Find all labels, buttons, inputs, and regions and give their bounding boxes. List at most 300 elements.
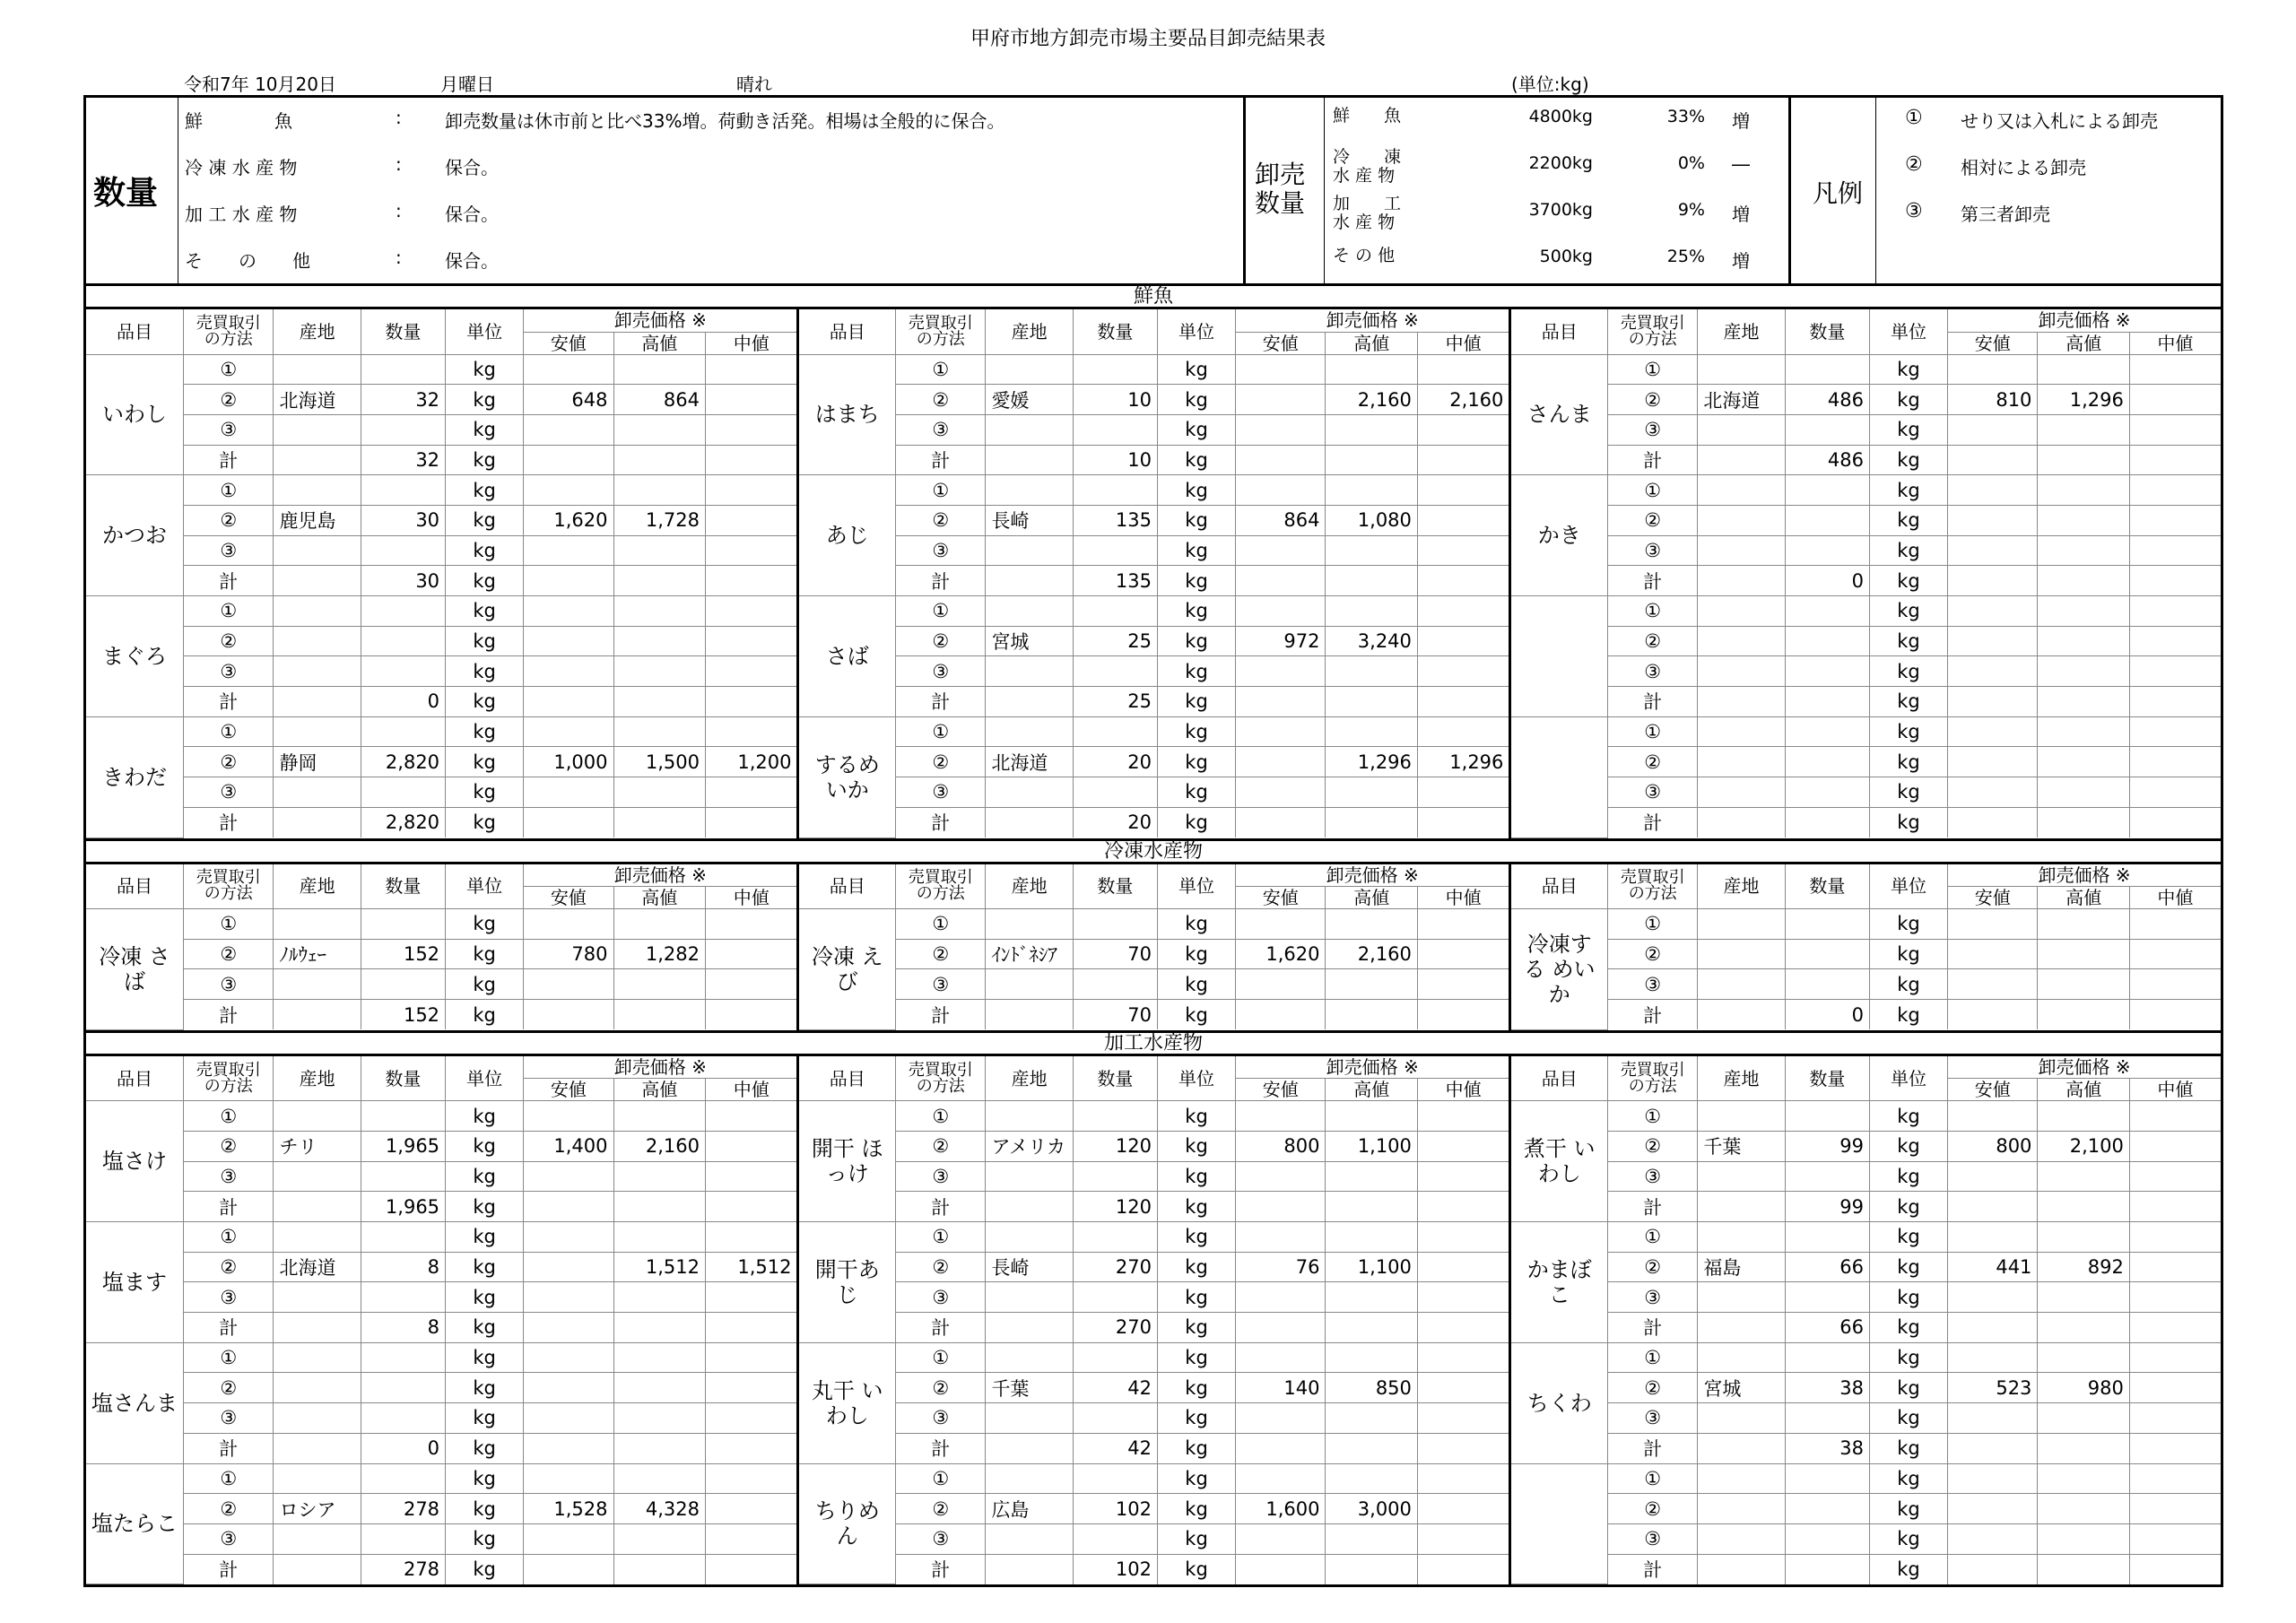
price-high-cell <box>1326 1101 1417 1132</box>
table-row <box>86 747 2221 777</box>
qty-percent: 33% <box>1666 107 1705 126</box>
unit-cell: kg <box>1158 475 1236 506</box>
price-mid-cell <box>1417 1131 1510 1161</box>
method-mark: ③ <box>896 1523 986 1554</box>
unit-cell: kg <box>1869 385 1947 415</box>
item-name: 塩たらこ <box>86 1463 184 1584</box>
total-qty-cell: 25 <box>1073 687 1157 717</box>
price-mid-cell <box>2129 414 2221 445</box>
table-row <box>86 1373 2221 1403</box>
price-low-cell <box>1236 1554 1326 1584</box>
unit-cell: kg <box>446 687 524 717</box>
price-low-cell <box>1236 1101 1326 1132</box>
qty-trend: ― <box>1732 153 1750 175</box>
price-high-cell: 1,282 <box>613 939 705 969</box>
price-mid-cell <box>1417 1192 1510 1222</box>
origin-cell: ｲﾝﾄﾞﾈｼｱ <box>986 939 1073 969</box>
unit-cell: kg <box>1158 1101 1236 1132</box>
price-mid-cell <box>705 1282 798 1313</box>
price-mid-cell <box>2129 909 2221 940</box>
method-mark: ② <box>184 385 274 415</box>
price-high-cell <box>1326 566 1417 596</box>
total-qty-cell: 38 <box>1785 1433 1869 1463</box>
price-low-cell <box>1236 777 1326 808</box>
results-table <box>86 864 2221 1030</box>
price-low-cell <box>524 1313 613 1343</box>
method-mark: ③ <box>184 1523 274 1554</box>
col-header-method: 売買取引 の方法 <box>896 1056 986 1101</box>
col-header-qty: 数量 <box>1785 864 1869 909</box>
price-mid-cell <box>2129 687 2221 717</box>
unit-cell: kg <box>1869 1554 1947 1584</box>
results-table <box>86 309 2221 838</box>
col-header-price: 卸売価格 ※ <box>524 309 798 332</box>
unit-cell: kg <box>446 807 524 838</box>
price-low-cell <box>524 1523 613 1554</box>
summary-panel <box>86 98 2221 286</box>
price-low-cell <box>1948 1403 2038 1434</box>
origin-cell <box>274 1101 361 1132</box>
origin-cell: チリ <box>274 1131 361 1161</box>
method-mark: ② <box>184 505 274 535</box>
legend-mark: ② <box>1905 153 1923 176</box>
method-mark: ② <box>896 505 986 535</box>
origin-cell <box>1698 1342 1785 1373</box>
price-low-cell <box>1236 1403 1326 1434</box>
price-mid-cell <box>2129 596 2221 627</box>
unit-cell: kg <box>1869 1463 1947 1494</box>
price-high-cell <box>613 1523 705 1554</box>
item-name: まぐろ <box>86 596 184 717</box>
col-header-high: 高値 <box>1326 1079 1417 1101</box>
price-high-cell: 1,100 <box>1326 1131 1417 1161</box>
col-header-price: 卸売価格 ※ <box>1236 1056 1510 1079</box>
total-qty-cell: 0 <box>361 1433 445 1463</box>
unit-cell: kg <box>1158 1192 1236 1222</box>
price-mid-cell <box>2129 354 2221 385</box>
unit-cell: kg <box>446 1373 524 1403</box>
qty-cell <box>1785 656 1869 687</box>
legend-mark: ① <box>1905 107 1923 129</box>
price-low-cell <box>1236 1313 1326 1343</box>
price-low-cell <box>524 656 613 687</box>
qty-cell <box>1785 596 1869 627</box>
method-mark: ① <box>896 475 986 506</box>
unit-cell: kg <box>446 656 524 687</box>
price-high-cell <box>1326 969 1417 1000</box>
origin-cell: 長崎 <box>986 505 1073 535</box>
unit-cell: kg <box>446 1403 524 1434</box>
report-date: 令和7年 10月20日 <box>184 74 336 95</box>
total-qty-cell: 10 <box>1073 445 1157 475</box>
qty-cell <box>1785 1523 1869 1554</box>
origin-cell <box>986 1463 1073 1494</box>
price-mid-cell <box>2129 385 2221 415</box>
price-high-cell <box>613 1222 705 1253</box>
price-mid-cell <box>2129 535 2221 566</box>
price-high-cell: 1,500 <box>613 747 705 777</box>
method-mark: ② <box>184 1373 274 1403</box>
col-header-method: 売買取引 の方法 <box>184 1056 274 1101</box>
origin-cell <box>1698 777 1785 808</box>
qty-cell: 38 <box>1785 1373 1869 1403</box>
table-row <box>86 1192 2221 1222</box>
origin-cell: アメリカ <box>986 1131 1073 1161</box>
price-mid-cell <box>705 385 798 415</box>
price-mid-cell <box>705 354 798 385</box>
price-high-cell: 1,296 <box>2038 385 2129 415</box>
method-mark: ② <box>1608 626 1698 656</box>
total-qty-cell: 30 <box>361 566 445 596</box>
col-header-method: 売買取引 の方法 <box>1608 309 1698 354</box>
unit-cell: kg <box>1158 1373 1236 1403</box>
unit-cell: kg <box>1158 1433 1236 1463</box>
col-header-method: 売買取引 の方法 <box>1608 864 1698 909</box>
price-mid-cell <box>1417 1252 1510 1282</box>
col-header-low: 安値 <box>1948 887 2038 909</box>
qty-cell: 30 <box>361 505 445 535</box>
price-high-cell <box>613 687 705 717</box>
price-low-cell: 800 <box>1236 1131 1326 1161</box>
price-low-cell <box>524 354 613 385</box>
origin-cell <box>274 716 361 747</box>
qty-cell <box>361 535 445 566</box>
unit-cell: kg <box>446 969 524 1000</box>
origin-cell <box>1698 1494 1785 1524</box>
unit-cell: kg <box>1869 807 1947 838</box>
method-mark: ③ <box>1608 1403 1698 1434</box>
item-name <box>1510 1463 1608 1584</box>
unit-cell: kg <box>1869 1342 1947 1373</box>
qty-cell <box>361 1373 445 1403</box>
method-mark: ③ <box>896 414 986 445</box>
qty-cell: 120 <box>1073 1131 1157 1161</box>
unit-cell: kg <box>1158 626 1236 656</box>
col-header-unit: 単位 <box>1158 1056 1236 1101</box>
origin-cell <box>1698 1222 1785 1253</box>
section-title: 鮮魚 <box>86 286 2221 309</box>
price-low-cell <box>524 1101 613 1132</box>
method-mark: ① <box>1608 354 1698 385</box>
method-mark: ③ <box>1608 414 1698 445</box>
total-qty-cell: 1,965 <box>361 1192 445 1222</box>
price-mid-cell <box>2129 1252 2221 1282</box>
col-header-high: 高値 <box>613 887 705 909</box>
origin-cell: ﾉﾙｳｪｰ <box>274 939 361 969</box>
table-row <box>86 807 2221 838</box>
table-row <box>86 909 2221 940</box>
table-row <box>86 1000 2221 1030</box>
qty-cell <box>361 1342 445 1373</box>
price-high-cell <box>1326 1554 1417 1584</box>
col-header-low: 安値 <box>1236 332 1326 354</box>
origin-cell <box>274 1554 361 1584</box>
qty-cell <box>1073 354 1157 385</box>
qty-cell <box>1785 939 1869 969</box>
price-low-cell <box>1236 1523 1326 1554</box>
origin-cell <box>274 1433 361 1463</box>
price-low-cell <box>1236 656 1326 687</box>
origin-cell <box>274 1373 361 1403</box>
item-name: かまぼこ <box>1510 1222 1608 1343</box>
col-header-origin: 産地 <box>274 1056 361 1101</box>
col-header-high: 高値 <box>1326 887 1417 909</box>
method-mark: 計 <box>184 1554 274 1584</box>
price-mid-cell <box>705 596 798 627</box>
price-low-cell <box>524 475 613 506</box>
origin-cell <box>1698 1161 1785 1192</box>
method-mark: ③ <box>184 1282 274 1313</box>
origin-cell <box>1698 716 1785 747</box>
method-mark: ① <box>1608 909 1698 940</box>
price-high-cell <box>2038 1222 2129 1253</box>
unit-cell: kg <box>1158 414 1236 445</box>
price-mid-cell <box>1417 687 1510 717</box>
price-low-cell <box>1948 747 2038 777</box>
qty-cell: 270 <box>1073 1252 1157 1282</box>
price-mid-cell <box>705 1373 798 1403</box>
unit-cell: kg <box>1869 687 1947 717</box>
origin-cell: ロシア <box>274 1494 361 1524</box>
col-header-mid: 中値 <box>2129 332 2221 354</box>
price-low-cell <box>1236 1000 1326 1030</box>
price-high-cell <box>1326 1342 1417 1373</box>
qty-trend: 増 <box>1732 204 1750 225</box>
origin-cell <box>986 1000 1073 1030</box>
unit-cell: kg <box>1158 566 1236 596</box>
unit-note: (単位:kg) <box>1511 74 1589 95</box>
table-row <box>86 414 2221 445</box>
price-mid-cell <box>705 1161 798 1192</box>
price-high-cell <box>1326 596 1417 627</box>
qty-cell <box>1785 716 1869 747</box>
origin-cell <box>1698 1282 1785 1313</box>
method-mark: ① <box>1608 475 1698 506</box>
price-high-cell <box>1326 909 1417 940</box>
price-low-cell <box>1236 1463 1326 1494</box>
unit-cell: kg <box>1869 1252 1947 1282</box>
origin-cell <box>1698 939 1785 969</box>
qty-cell: 102 <box>1073 1494 1157 1524</box>
method-mark: 計 <box>896 807 986 838</box>
origin-cell <box>274 1222 361 1253</box>
unit-cell: kg <box>1869 1523 1947 1554</box>
qty-cell: 25 <box>1073 626 1157 656</box>
qty-cell <box>1785 1161 1869 1192</box>
price-high-cell <box>613 475 705 506</box>
origin-cell <box>986 716 1073 747</box>
price-mid-cell <box>1417 777 1510 808</box>
method-mark: ② <box>896 1252 986 1282</box>
origin-cell <box>1698 969 1785 1000</box>
origin-cell: 宮城 <box>1698 1373 1785 1403</box>
qty-cell <box>1073 1282 1157 1313</box>
price-high-cell <box>1326 1463 1417 1494</box>
price-mid-cell <box>705 1554 798 1584</box>
price-low-cell <box>1948 596 2038 627</box>
unit-cell: kg <box>1158 969 1236 1000</box>
origin-cell <box>986 1101 1073 1132</box>
qty-cell: 10 <box>1073 385 1157 415</box>
total-qty-cell <box>1785 1554 1869 1584</box>
price-mid-cell <box>2129 1523 2221 1554</box>
method-mark: ③ <box>184 1161 274 1192</box>
price-high-cell: 4,328 <box>613 1494 705 1524</box>
price-mid-cell <box>705 716 798 747</box>
price-high-cell <box>2038 777 2129 808</box>
col-header-item: 品目 <box>798 864 896 909</box>
method-mark: 計 <box>1608 566 1698 596</box>
method-mark: ② <box>896 747 986 777</box>
col-header-mid: 中値 <box>705 1079 798 1101</box>
unit-cell: kg <box>1158 445 1236 475</box>
price-mid-cell <box>2129 1222 2221 1253</box>
method-mark: 計 <box>1608 1000 1698 1030</box>
price-low-cell <box>1948 414 2038 445</box>
method-mark: ② <box>896 385 986 415</box>
price-low-cell: 1,620 <box>1236 939 1326 969</box>
item-name: かつお <box>86 475 184 596</box>
unit-cell: kg <box>1158 1554 1236 1584</box>
qty-cell <box>1073 1463 1157 1494</box>
col-header-item: 品目 <box>86 1056 184 1101</box>
col-header-high: 高値 <box>2038 1079 2129 1101</box>
price-low-cell <box>1948 777 2038 808</box>
total-qty-cell: 120 <box>1073 1192 1157 1222</box>
qty-cell <box>361 1282 445 1313</box>
origin-cell: 静岡 <box>274 747 361 777</box>
origin-cell <box>986 777 1073 808</box>
item-name: 塩さけ <box>86 1101 184 1222</box>
price-mid-cell <box>2129 1131 2221 1161</box>
origin-cell <box>986 535 1073 566</box>
origin-cell <box>274 1463 361 1494</box>
total-qty-cell: 0 <box>1785 1000 1869 1030</box>
price-high-cell: 1,728 <box>613 505 705 535</box>
method-mark: ① <box>184 716 274 747</box>
method-mark: 計 <box>1608 807 1698 838</box>
col-header-unit: 単位 <box>446 864 524 909</box>
unit-cell: kg <box>446 1433 524 1463</box>
page-title: 甲府市地方卸売市場主要品目卸売結果表 <box>970 28 1326 50</box>
origin-cell: 宮城 <box>986 626 1073 656</box>
origin-cell <box>1698 566 1785 596</box>
unit-cell: kg <box>446 1192 524 1222</box>
qty-cell <box>1073 777 1157 808</box>
col-header-method: 売買取引 の方法 <box>896 864 986 909</box>
price-high-cell <box>2038 566 2129 596</box>
price-mid-cell <box>1417 939 1510 969</box>
price-high-cell: 1,512 <box>613 1252 705 1282</box>
unit-cell: kg <box>446 626 524 656</box>
price-low-cell <box>1948 1433 2038 1463</box>
price-mid-cell <box>2129 1403 2221 1434</box>
summary-comment-label: そ の 他 <box>185 250 310 272</box>
item-name: 開干あじ <box>798 1222 896 1343</box>
col-header-mid: 中値 <box>1417 1079 1510 1101</box>
total-qty-cell: 20 <box>1073 807 1157 838</box>
price-high-cell <box>1326 475 1417 506</box>
col-header-mid: 中値 <box>705 332 798 354</box>
method-mark: ② <box>1608 1131 1698 1161</box>
table-row <box>86 1161 2221 1192</box>
price-low-cell: 1,400 <box>524 1131 613 1161</box>
col-header-method: 売買取引 の方法 <box>896 309 986 354</box>
price-high-cell <box>613 1373 705 1403</box>
qty-cell <box>1785 1282 1869 1313</box>
unit-cell: kg <box>1158 1403 1236 1434</box>
price-mid-cell <box>1417 1000 1510 1030</box>
unit-cell: kg <box>446 1000 524 1030</box>
price-low-cell <box>524 1403 613 1434</box>
col-header-item: 品目 <box>798 1056 896 1101</box>
price-low-cell <box>1236 354 1326 385</box>
origin-cell: 鹿児島 <box>274 505 361 535</box>
qty-cell <box>1785 626 1869 656</box>
price-mid-cell <box>2129 445 2221 475</box>
price-low-cell <box>524 777 613 808</box>
price-mid-cell <box>705 1222 798 1253</box>
unit-cell: kg <box>1869 1403 1947 1434</box>
total-qty-cell: 152 <box>361 1000 445 1030</box>
qty-amount: 4800kg <box>1528 107 1593 126</box>
results-table <box>86 1056 2221 1585</box>
price-high-cell <box>613 656 705 687</box>
method-mark: ③ <box>1608 969 1698 1000</box>
method-mark: ① <box>184 1342 274 1373</box>
qty-cell <box>1073 656 1157 687</box>
table-row <box>86 596 2221 627</box>
total-qty-cell: 99 <box>1785 1192 1869 1222</box>
origin-cell <box>1698 1313 1785 1343</box>
price-high-cell <box>2038 1101 2129 1132</box>
unit-cell: kg <box>1869 1282 1947 1313</box>
price-high-cell <box>1326 354 1417 385</box>
price-low-cell <box>524 1282 613 1313</box>
item-name: ちりめん <box>798 1463 896 1584</box>
price-high-cell <box>1326 807 1417 838</box>
price-mid-cell <box>2129 807 2221 838</box>
price-low-cell: 800 <box>1948 1131 2038 1161</box>
method-mark: ③ <box>896 656 986 687</box>
table-row <box>86 1313 2221 1343</box>
origin-cell <box>986 1433 1073 1463</box>
method-mark: ② <box>1608 1494 1698 1524</box>
price-high-cell: 3,000 <box>1326 1494 1417 1524</box>
origin-cell <box>986 1554 1073 1584</box>
col-header-qty: 数量 <box>361 309 445 354</box>
price-high-cell <box>2038 807 2129 838</box>
origin-cell <box>274 1403 361 1434</box>
qty-category: そ の 他 <box>1333 246 1396 265</box>
method-mark: ① <box>1608 1342 1698 1373</box>
method-mark: ③ <box>896 1282 986 1313</box>
qty-cell <box>1785 747 1869 777</box>
item-name: 丸干 いわし <box>798 1342 896 1463</box>
price-high-cell <box>613 1101 705 1132</box>
col-header-low: 安値 <box>1948 332 2038 354</box>
qty-cell <box>1073 1161 1157 1192</box>
table-row <box>86 939 2221 969</box>
price-high-cell <box>613 354 705 385</box>
price-low-cell: 140 <box>1236 1373 1326 1403</box>
unit-cell: kg <box>446 1131 524 1161</box>
unit-cell: kg <box>446 1101 524 1132</box>
price-mid-cell <box>2129 1342 2221 1373</box>
method-mark: ③ <box>896 1161 986 1192</box>
qty-percent: 0% <box>1677 153 1705 173</box>
price-low-cell <box>524 716 613 747</box>
